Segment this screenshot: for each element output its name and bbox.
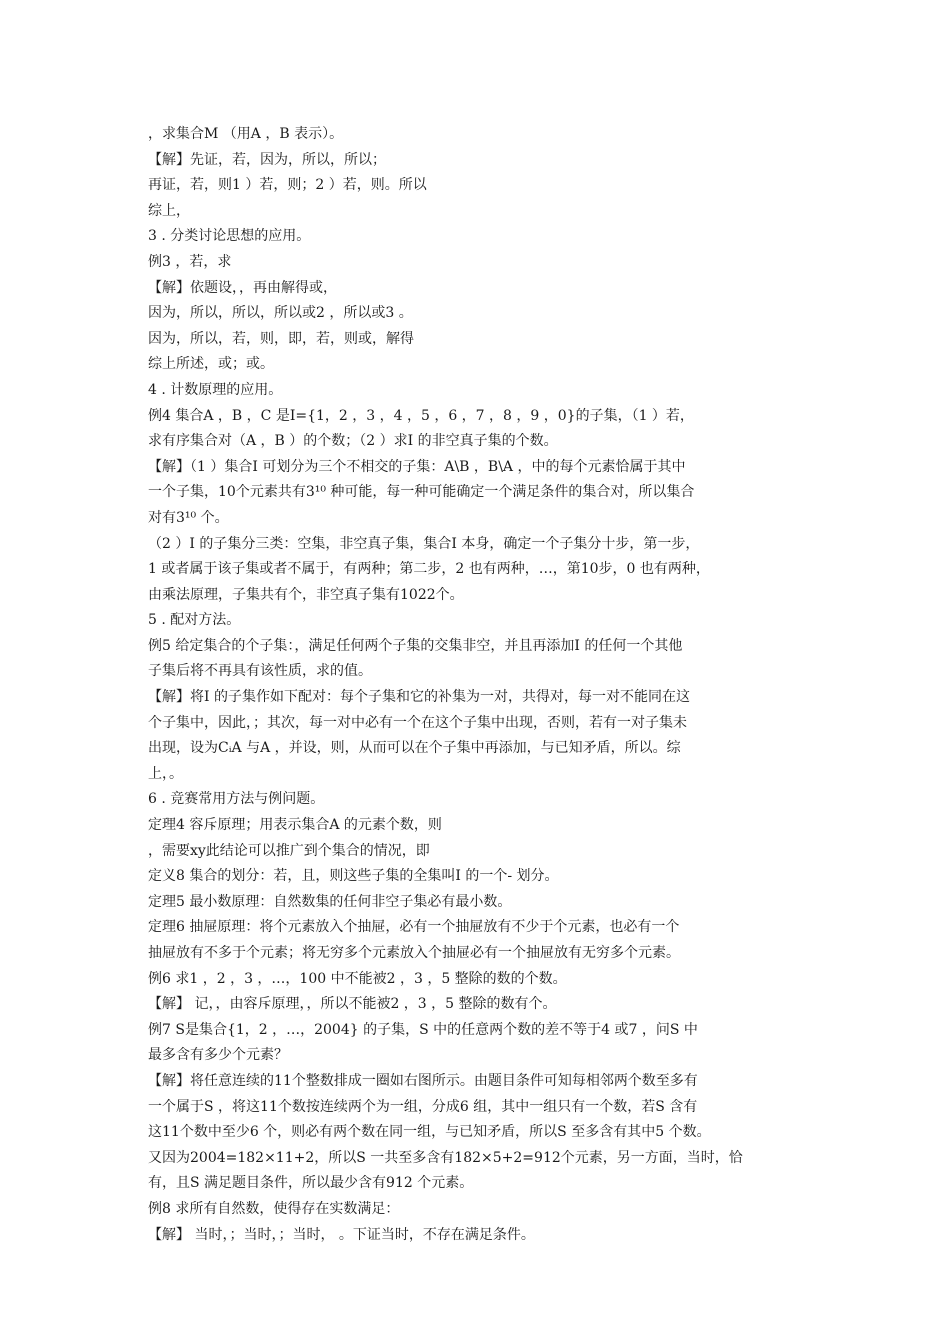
document-body (148, 122, 828, 1248)
text-line: 再证，若，则1 ）若，则；2 ）若，则。所以 (148, 177, 427, 194)
text-line: 综上， (148, 202, 190, 219)
text-line: 【解】将任意连续的11个整数排成一圈如右图所示。由题目条件可知每相邻两个数至多有 (148, 1072, 698, 1089)
text-line: 这11个数中至少6 个，则必有两个数在同一组，与已知矛盾，所以S 至多含有其中5 个数。 (148, 1124, 711, 1141)
text-line: 子集后将不再具有该性质，求的值。 (148, 663, 372, 680)
text-line: 出现，设为CᵢA 与A ，并设，则，从而可以在个子集中再添加，与已知矛盾，所以。综 (148, 740, 681, 757)
text-line: 【解】将I 的子集作如下配对：每个子集和它的补集为一对，共得对，每一对不能同在这 (148, 689, 690, 706)
text-line: 抽屉放有不多于个元素；将无穷多个元素放入个抽屉必有一个抽屉放有无穷多个元素。 (148, 945, 680, 961)
text-line: 一个子集，10个元素共有3¹⁰ 种可能，每一种可能确定一个满足条件的集合对，所以集合 (148, 484, 695, 501)
text-line: 对有3¹⁰ 个。 (148, 509, 229, 526)
text-line: 【解】（1 ）集合I 可划分为三个不相交的子集：A\B ，B\A ，中的每个元素恰属于其中 (148, 458, 686, 475)
text-line: 因为，所以，若，则，即，若，则或，解得 (148, 330, 414, 347)
text-line: ，求集合M （用A ，B 表示）。 (148, 126, 344, 142)
text-line: 个子集中，因此，；其次，每一对中必有一个在这个子集中出现，否则，若有一对子集未 (148, 714, 687, 731)
example-heading: 例4 集合A ，B ，C 是I={1，2 ，3 ，4 ，5 ，6 ，7 ，8 ，9 ，0}的子集，（1 ）若， (148, 407, 694, 424)
section-heading: 5 . 配对方法。 (148, 612, 241, 629)
theorem-line: 定理5 最小数原理：自然数集的任何非空子集必有最小数。 (148, 893, 512, 910)
definition-line: 定义8 集合的划分：若，且，则这些子集的全集叫I 的一个- 划分。 (148, 868, 559, 885)
theorem-line: 定理4 容斥原理；用表示集合A 的元素个数，则 (148, 817, 442, 834)
text-line: 【解】依题设，，再由解得或， (148, 279, 337, 296)
section-heading: 6 . 竞赛常用方法与例问题。 (148, 791, 325, 808)
example-heading: 例7 S是集合{1，2 ，…，2004} 的子集，S 中的任意两个数的差不等于4 或7 ，问S 中 (148, 1021, 698, 1038)
text-line: 由乘法原理，子集共有个，非空真子集有1022个。 (148, 586, 464, 603)
text-line: （2 ）I 的子集分三类：空集，非空真子集，集合I 本身，确定一个子集分十步，第一步， (148, 535, 700, 552)
text-line: 有，且S 满足题目条件，所以最少含有912 个元素。 (148, 1175, 474, 1192)
text-line: 一个属于S ，将这11个数按连续两个为一组，分成6 组，其中一组只有一个数，若S 含有 (148, 1098, 698, 1115)
section-heading: 3 . 分类讨论思想的应用。 (148, 228, 311, 245)
text-line: 上，。 (148, 765, 183, 782)
text-line: 【解】 记，，由容斥原理，，所以不能被2 ，3 ，5 整除的数有个。 (148, 996, 557, 1013)
text-line: 求有序集合对（A ，B ）的个数；（2 ）求I 的非空真子集的个数。 (148, 433, 558, 450)
text-line: 综上所述，或；或。 (148, 356, 274, 373)
section-heading: 4 . 计数原理的应用。 (148, 381, 283, 398)
text-line: 最多含有多少个元素？ (148, 1047, 288, 1064)
theorem-line: 定理6 抽屉原理：将个元素放入个抽屉，必有一个抽屉放有不少于个元素，也必有一个 (148, 919, 680, 936)
example-heading: 例8 求所有自然数，使得存在实数满足： (148, 1200, 400, 1217)
example-heading: 例6 求1 ，2 ，3 ，…，100 中不能被2 ，3 ，5 整除的数的个数。 (148, 970, 567, 987)
text-line: 又因为2004=182×11+2，所以S 一共至多含有182×5+2=912个元素，另一方面，当时，恰 (148, 1149, 743, 1166)
text-line: ，需要xy此结论可以推广到个集合的情况，即 (148, 842, 430, 859)
example-heading: 例3 ，若，求 (148, 253, 232, 270)
text-line: 【解】 当时，；当时，；当时， 。下证当时，不存在满足条件。 (148, 1226, 535, 1243)
text-line: 1 或者属于该子集或者不属于，有两种；第二步，2 也有两种，…，第10步，0 也有两种， (148, 561, 710, 578)
text-line: 【解】先证，若，因为，所以，所以； (148, 151, 386, 168)
text-line: 因为，所以，所以，所以或2 ，所以或3 。 (148, 305, 413, 322)
example-heading: 例5 给定集合的个子集：，满足任何两个子集的交集非空，并且再添加I 的任何一个其他 (148, 637, 683, 654)
